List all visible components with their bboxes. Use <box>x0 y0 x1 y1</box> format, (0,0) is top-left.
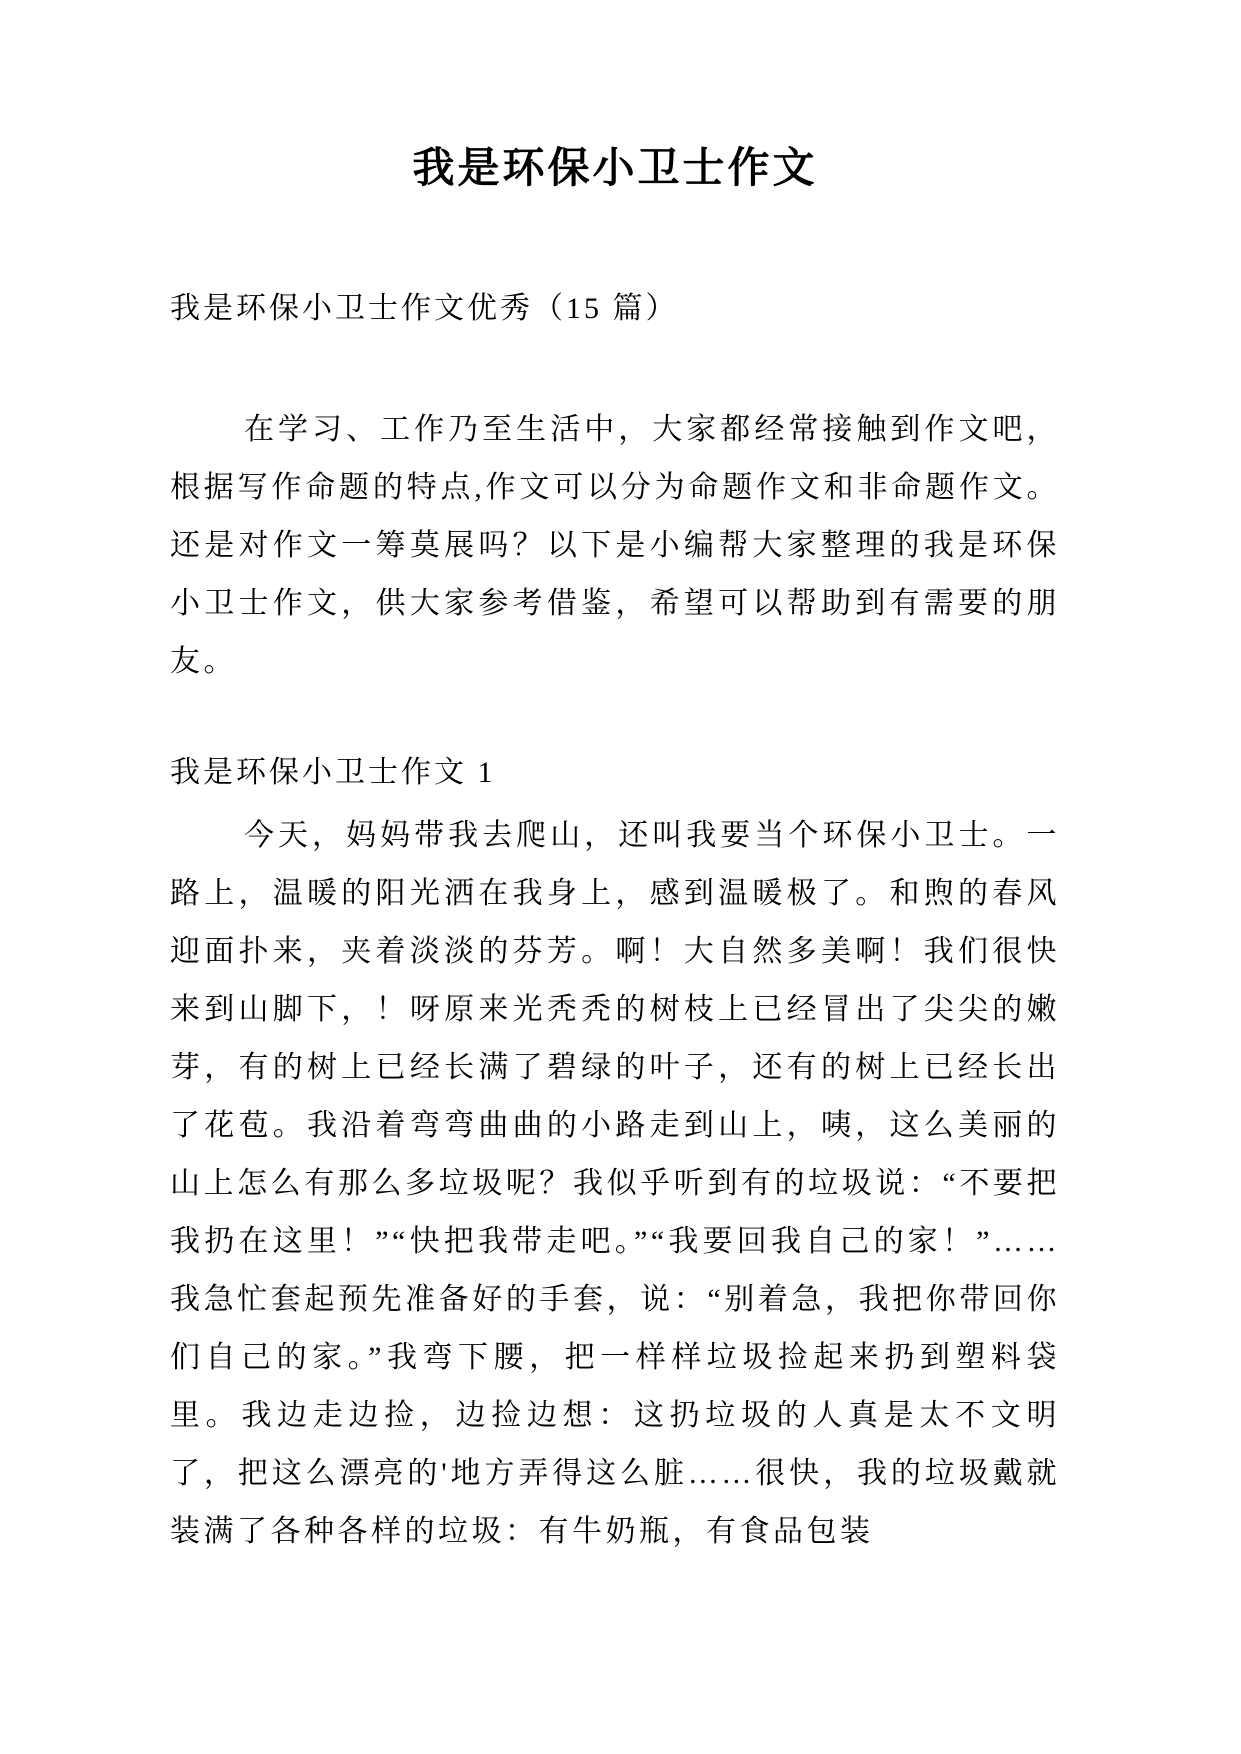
essay-paragraph-1: 今天，妈妈带我去爬山，还叫我要当个环保小卫士。一路上，温暖的阳光洒在我身上，感到温暖极了。和煦的春风迎面扑来，夹着淡淡的芬芳。啊！大自然多美啊！我们很快来到山脚下，！呀原来光秃秃的树枝上已经冒出了尖尖的嫩芽，有的树上已经长满了碧绿的叶子，还有的树上已经长出了花苞。我沿着弯弯曲曲的小路走到山上，咦，这么美丽的山上怎么有那么多垃圾呢？我似乎听到有的垃圾说：“不要把我扔在这里！”“快把我带走吧。”“我要回我自己的家！”……我急忙套起预先准备好的手套，说：“别着急，我把你带回你们自己的家。”我弯下腰，把一样样垃圾捡起来扔到塑料袋里。我边走边捡，边捡边想：这扔垃圾的人真是太不文明了，把这么漂亮的'地方弄得这么脏……很快，我的垃圾戴就装满了各种各样的垃圾：有牛奶瓶，有食品包装 <box>170 819 1060 1548</box>
document-title: 我是环保小卫士作文 <box>412 146 818 192</box>
intro-paragraph: 在学习、工作乃至生活中，大家都经常接触到作文吧，根据写作命题的特点,作文可以分为命题作文和非命题作文。还是对作文一筹莫展吗？以下是小编帮大家整理的我是环保小卫士作文，供大家参考借鉴，希望可以帮助到有需要的朋友。 <box>170 413 1060 678</box>
section-heading-essay-1: 我是环保小卫士作文 1 <box>170 756 496 789</box>
document-subtitle: 我是环保小卫士作文优秀（15 篇） <box>170 292 679 325</box>
